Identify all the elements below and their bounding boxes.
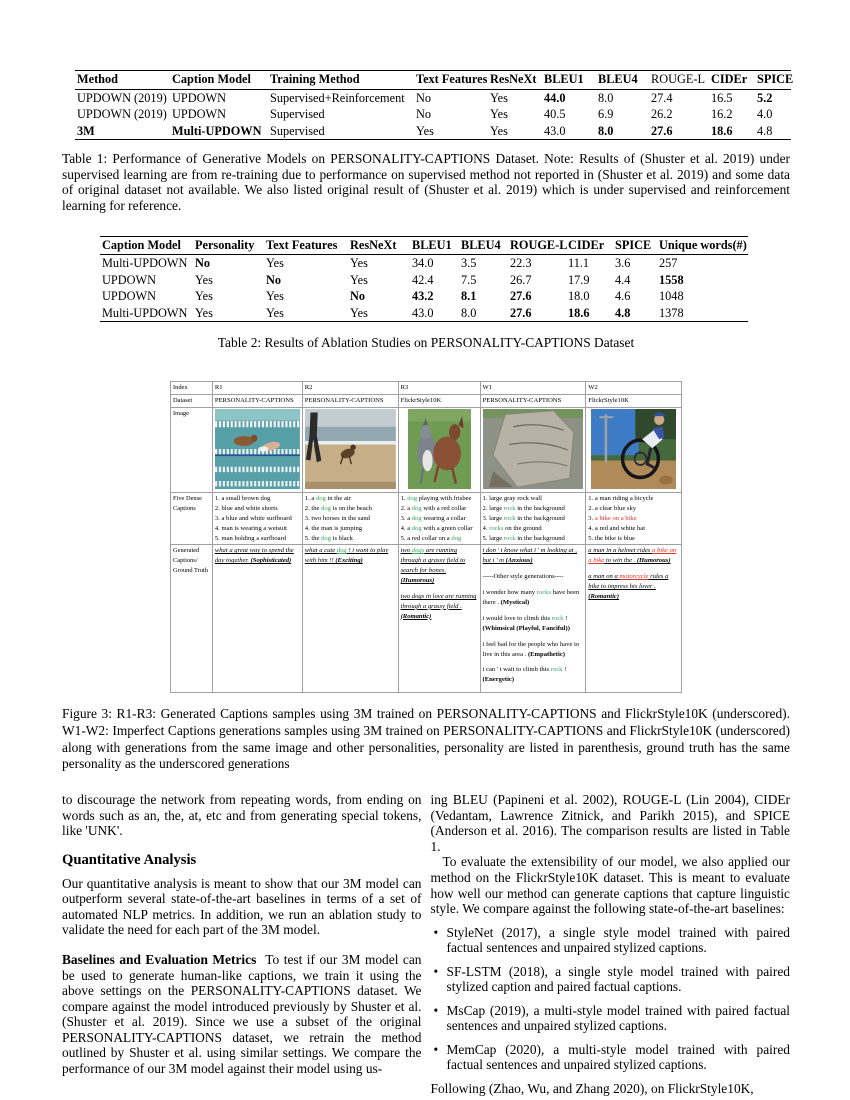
caption-segment: 4. (482, 524, 490, 532)
table-cell: 1378 (659, 305, 684, 320)
caption-segment: (Energetic) (482, 676, 515, 684)
caption-segment: is black (330, 534, 353, 542)
dog-swimming-pool-image (215, 409, 300, 489)
caption-segment: i wonder how many (482, 589, 537, 597)
paragraph: Following (Zhao, Wu, and Zhang 2020), on FlickrStyle10K, (430, 1080, 754, 1096)
paragraph: to discourage the network from repeating words, from ending on words such as an, the, at, etc and from generating special tokens, like 'UNK'. (62, 792, 422, 839)
generated-captions-r2 (302, 545, 398, 693)
list-item (434, 964, 791, 995)
table-cell: UPDOWN (172, 90, 226, 105)
table1-column-header: BLEU4 (596, 71, 649, 90)
article-body (62, 792, 790, 1096)
table-cell: 8.0 (598, 123, 614, 138)
caption-segment: ! i want to play with him !! (304, 547, 389, 565)
generated-caption (215, 546, 300, 566)
table2-column-header: BLEU4 (459, 236, 508, 255)
generated-caption (401, 592, 478, 622)
table2-column-header: Text Features (264, 236, 348, 255)
table-row (100, 305, 748, 322)
table-cell: No (266, 272, 282, 287)
figure-image-w2-cell (586, 407, 682, 492)
generated-caption (483, 572, 584, 582)
table-cell: UPDOWN (102, 289, 156, 304)
table-cell: Yes (195, 305, 213, 320)
table2-caption: Table 2: Results of Ablation Studies on PERSONALITY-CAPTIONS Dataset (217, 335, 635, 351)
figure-dataset-cell: PERSONALITY-CAPTIONS (302, 395, 398, 408)
figure-image-r2-cell (302, 407, 398, 492)
table-cell: 22.3 (510, 256, 532, 271)
table-row (100, 255, 748, 272)
figure3-caption: Figure 3: R1-R3: Generated Captions samples using 3M trained on PERSONALITY-CAPTIONS and FlickrStyle10K (underscored). W1-W2: Imperfect Captions generations samples using 3M trained on PERSONALITY-CAPTIONS and FlickrStyle10K (underscored) along with generations from the same image and other personalities, personality are listed in parenthesis, ground truth has the same personality as the underscored generations (62, 706, 790, 772)
dense-caption-line (401, 534, 478, 544)
table2-column-header: Personality (193, 236, 264, 255)
generated-captions-w2 (586, 545, 682, 693)
dense-caption-line (215, 524, 300, 534)
table-cell: Yes (266, 289, 284, 304)
caption-segment: (Exciting) (335, 557, 363, 565)
table-cell: 257 (659, 256, 678, 271)
table-cell: 18.6 (711, 123, 733, 138)
figure-index-cell: W2 (586, 382, 682, 395)
caption-segment: rock (550, 666, 563, 674)
dense-captions-r1 (212, 492, 302, 544)
table1-column-header: Method (75, 71, 170, 90)
dense-caption-line (215, 514, 300, 524)
table-cell: 44.0 (544, 90, 566, 105)
paragraph-text: To test if our 3M model can be used to generate human-like captions, we train it using the above settings on the PERSONALITY-CAPTIONS dataset. We compare against the model introduced previously by Shuster et al. (Shuster et al. 2019). Since we use a subset of the original PERSONALITY-CAPTIONS dataset, we retrain the method outlined by Shuster et al. using similar settings. We compare the performance of our 3M model against their model using us- (62, 951, 422, 1076)
dense-caption-line (588, 514, 679, 524)
table-cell: 42.4 (412, 272, 434, 287)
caption-segment: (Empathetic) (527, 650, 565, 658)
table-cell: Yes (195, 289, 213, 304)
figure3 (170, 381, 682, 693)
table-cell: 40.5 (544, 107, 566, 121)
table-cell: Yes (490, 107, 508, 121)
table-cell: Yes (266, 305, 284, 320)
table1-column-header: SPICE (755, 71, 791, 90)
figure-dense-captions-row (171, 492, 682, 544)
table1-column-header: ROUGE-L (649, 71, 709, 90)
dense-caption-line (305, 514, 396, 524)
caption-segment: 5. man holding a surfboard (214, 534, 287, 542)
caption-segment: i can ' t wait to climb this (482, 666, 551, 674)
caption-segment: in the background (515, 534, 565, 542)
bullet-text: StyleNet (2017), a single style model trained with paired factual sentences and unpaired stylized captions. (446, 924, 790, 956)
table-cell: 27.6 (651, 123, 673, 138)
caption-segment: two dogs in love are running through a grassy field . (400, 592, 477, 610)
dense-caption-line (588, 524, 679, 534)
man-riding-bicycle-image (591, 409, 676, 489)
dense-caption-line (483, 504, 584, 514)
dense-caption-line (305, 534, 396, 544)
caption-segment: 3. two horses in the sand (304, 514, 370, 522)
bullet-text: SF-LSTM (2018), a single style model trained with paired stylized caption and paired factual captions. (446, 963, 790, 995)
caption-segment: playing with frisbee (417, 494, 472, 502)
table2-header-row (100, 236, 748, 255)
figure-row-label: Image (171, 407, 213, 492)
caption-segment: dogs (411, 547, 425, 555)
caption-segment: 1. large gray rock wall (482, 494, 542, 502)
caption-segment: 5. the (304, 534, 322, 542)
right-column (431, 792, 791, 1096)
table2-column-header: Caption Model (100, 236, 193, 255)
caption-segment: a bike on a bike (588, 547, 677, 565)
figure-index-cell: R3 (398, 382, 480, 395)
caption-segment: 1. a small brown dog (214, 494, 271, 502)
caption-segment: 5. the bike is blue (588, 534, 635, 542)
figure-index-cell: W1 (480, 382, 586, 395)
table-cell: UPDOWN (2019) (77, 90, 167, 105)
table-cell: 16.5 (711, 90, 733, 105)
section-heading: Quantitative Analysis (62, 851, 197, 868)
dense-caption-line (483, 524, 584, 534)
table2-column-header: CIDEr (566, 236, 613, 255)
table1-column-header: BLEU1 (542, 71, 596, 90)
table-cell: 8.0 (461, 305, 477, 320)
caption-segment: dog (336, 547, 347, 555)
caption-segment: a bike on a bike (594, 514, 637, 522)
caption-segment: is on the beach (330, 504, 372, 512)
table-cell: 4.8 (615, 305, 631, 320)
table-cell: 8.1 (461, 289, 477, 304)
dense-captions-w2 (586, 492, 682, 544)
dense-caption-line (483, 514, 584, 524)
table-cell: Multi-UPDOWN (102, 256, 188, 271)
figure-row-label: Five Dense Captions (171, 492, 213, 544)
caption-segment: a man in a helmet rides (588, 547, 653, 555)
caption-segment: (Romantic) (588, 592, 620, 600)
caption-segment: 3. large (482, 514, 504, 522)
dense-caption-line (215, 534, 300, 544)
table-cell: 3.5 (461, 256, 477, 271)
bullet-text: MsCap (2019), a multi-style model trained with paired factual sentences and unpaired stylized captions. (446, 1002, 790, 1034)
caption-segment: (Anxious) (505, 557, 533, 565)
dog-on-beach-image (305, 409, 396, 489)
figure-index-row (171, 382, 682, 395)
table-cell: Yes (195, 272, 213, 287)
bullet-marker: • (433, 1002, 439, 1018)
table-cell: No (350, 289, 366, 304)
caption-segment: dog (411, 504, 422, 512)
caption-segment: rock (503, 504, 516, 512)
table-cell: 27.6 (510, 305, 532, 320)
table-cell: Yes (490, 123, 508, 138)
figure-index-cell: R2 (302, 382, 398, 395)
table-cell: 16.2 (711, 107, 733, 121)
dense-caption-line (305, 504, 396, 514)
table1-column-header: Text Features (414, 71, 488, 90)
table-cell: 43.2 (412, 289, 434, 304)
table-cell: UPDOWN (172, 107, 226, 121)
table2-column-header: BLEU1 (410, 236, 459, 255)
caption-segment: (Whimsical (Playful, Fanciful)) (482, 624, 570, 632)
table1-column-header: ResNeXt (488, 71, 542, 90)
dense-caption-line (401, 514, 478, 524)
table-cell: Yes (350, 256, 368, 271)
figure-generated-row (171, 545, 682, 693)
dense-caption-line (588, 504, 679, 514)
table2-column-header: Unique words(#) (657, 236, 748, 255)
caption-segment: rocks (536, 589, 552, 597)
caption-segment: 1. (400, 494, 408, 502)
table-cell: 3M (77, 123, 95, 138)
caption-segment: dog (315, 494, 326, 502)
caption-segment: 2. large (482, 504, 504, 512)
dense-caption-line (305, 494, 396, 504)
generated-captions-r1 (212, 545, 302, 693)
caption-segment: dog (411, 524, 422, 532)
caption-segment: on the ground (503, 524, 542, 532)
table-cell: 26.7 (510, 272, 532, 287)
caption-segment: 4. man is wearing a wetsuit (214, 524, 288, 532)
caption-segment: 2. blue and white shorts (214, 504, 278, 512)
table-cell: UPDOWN (2019) (77, 107, 167, 121)
list-item (434, 925, 791, 956)
caption-segment: two (400, 547, 412, 555)
figure-row-label: Generated Captions/ Ground Truth (171, 545, 213, 693)
caption-segment: motorcycle (619, 573, 649, 581)
table-cell: 17.9 (568, 272, 590, 287)
caption-segment: 2. a clear blue sky (588, 504, 637, 512)
list-item (434, 1003, 791, 1034)
table-cell: 4.4 (615, 272, 631, 287)
caption-segment: -----Other style generations---- (482, 573, 564, 581)
table-cell: No (416, 107, 432, 121)
caption-segment: dog (451, 534, 462, 542)
dense-caption-line (588, 534, 679, 544)
table-cell: Supervised (270, 107, 325, 121)
figure-dataset-row (171, 395, 682, 408)
dense-caption-line (215, 504, 300, 514)
figure-dataset-cell: PERSONALITY-CAPTIONS (480, 395, 586, 408)
dense-caption-line (401, 524, 478, 534)
table1-caption: Table 1: Performance of Generative Models on PERSONALITY-CAPTIONS Dataset. Note: Results of (Shuster et al. 2019) under supervised learning are from re-training due to performance on supervised method not reported in (Shuster et al. 2019) and some data of original dataset not available. We also listed original result of (Shuster et al. 2019) which is under supervised and reinforcement learning for reference. (62, 151, 790, 214)
paragraph: Our quantitative analysis is meant to show that our 3M model can outperform several state-of-the-art baselines in terms of a set of automated NLP metrics. In addition, we run an ablation study to validate the need for each part of the 3M model. (62, 875, 422, 938)
table2-column-header: ROUGE-L (508, 236, 566, 255)
caption-segment: 1. a man riding a bicycle (588, 494, 654, 502)
table-cell: 5.2 (757, 90, 773, 105)
caption-segment: i don ' t know what i ' m looking at , but i ' m (482, 547, 577, 565)
table-cell: 4.0 (757, 107, 773, 121)
table-cell: Yes (490, 90, 508, 105)
two-dogs-grass-image (408, 409, 471, 489)
dense-caption-line (588, 494, 679, 504)
list-item (434, 1042, 791, 1073)
caption-segment: (Sophisticated) (250, 557, 292, 565)
caption-segment: ! (563, 614, 568, 622)
caption-segment: in the background (515, 504, 565, 512)
figure-dataset-cell: PERSONALITY-CAPTIONS (212, 395, 302, 408)
bullet-marker: • (433, 963, 439, 979)
table-cell: 4.8 (757, 123, 773, 138)
dense-caption-line (483, 494, 584, 504)
table-row (75, 123, 791, 140)
caption-segment: (Humorous) (400, 577, 435, 585)
figure-image-w1-cell (480, 407, 586, 492)
table-row (100, 288, 748, 305)
bullet-marker: • (433, 1041, 439, 1057)
table-cell: Yes (350, 305, 368, 320)
caption-segment: ! (562, 666, 567, 674)
caption-segment: dog (321, 534, 331, 542)
table-cell: 26.2 (651, 107, 673, 121)
table-cell: 34.0 (412, 256, 434, 271)
caption-segment: 3. a (400, 514, 412, 522)
table-cell: 18.0 (568, 289, 590, 304)
caption-segment: are running through a grassy field to search for bones. (400, 547, 466, 575)
caption-segment: (Humorous) (636, 557, 671, 565)
table-cell: 43.0 (544, 123, 566, 138)
caption-segment: i would love to climb this (482, 614, 552, 622)
table-cell: Yes (416, 123, 434, 138)
caption-segment: a man on a (588, 573, 620, 581)
caption-segment: 4. a red and white hat (588, 524, 646, 532)
caption-segment: 1. a (304, 494, 316, 502)
table-row (75, 106, 791, 123)
table-row (75, 89, 791, 106)
generated-caption (483, 546, 584, 566)
caption-segment: rock (503, 514, 516, 522)
left-column (62, 792, 422, 1096)
table-cell: Supervised (270, 123, 325, 138)
figure-row-label: Dataset (171, 395, 213, 408)
table-cell: Multi-UPDOWN (102, 305, 188, 320)
caption-segment: 4. a (400, 524, 412, 532)
table-cell: UPDOWN (102, 272, 156, 287)
table-cell: 8.0 (598, 90, 614, 105)
caption-segment: 3. a blue and white surfboard (214, 514, 292, 522)
figure-row-label: Index (171, 382, 213, 395)
dense-captions-r3 (398, 492, 480, 544)
caption-segment: 3. (588, 514, 595, 522)
caption-segment: 4. the man is jumping (304, 524, 363, 532)
table-cell: 43.0 (412, 305, 434, 320)
table-cell: Yes (350, 272, 368, 287)
caption-segment: have been there . (482, 589, 580, 606)
table1-column-header: CIDEr (709, 71, 755, 90)
table-cell: 27.6 (510, 289, 532, 304)
table-cell: No (416, 90, 432, 105)
table-cell: 1048 (659, 289, 684, 304)
table-cell: 27.4 (651, 90, 673, 105)
figure3-table (170, 381, 682, 693)
dense-caption-line (483, 534, 584, 544)
bullet-text: MemCap (2020), a multi-style model trained with paired factual sentences and unpaired stylized captions. (446, 1041, 790, 1073)
caption-segment: 5. large (482, 534, 504, 542)
figure-image-r1-cell (212, 407, 302, 492)
caption-segment: (Mystical) (500, 598, 530, 606)
caption-segment: dog (321, 504, 331, 512)
dense-caption-line (401, 494, 478, 504)
large-grey-rock-image (483, 409, 584, 489)
generated-caption (483, 588, 584, 608)
generated-captions-w1 (480, 545, 586, 693)
table-cell: Multi-UPDOWN (172, 123, 262, 138)
dense-caption-line (401, 504, 478, 514)
paragraph-lead: Baselines and Evaluation Metrics (62, 951, 257, 967)
table-cell: Supervised+Reinforcement (270, 90, 405, 105)
dense-captions-w1 (480, 492, 586, 544)
table-cell: 6.9 (598, 107, 614, 121)
caption-segment: 2. a (400, 504, 412, 512)
caption-segment: (Romantic) (400, 612, 432, 620)
figure-dataset-cell: FlickrStyle10K (398, 395, 480, 408)
caption-segment: what a great way to spend the day together. (214, 547, 294, 565)
generated-caption (588, 546, 679, 566)
table-cell: 4.6 (615, 289, 631, 304)
generated-caption (588, 572, 679, 602)
caption-segment: in the air (325, 494, 351, 502)
caption-segment: dog (407, 494, 418, 502)
caption-segment: rides a bike to impress his lover . (588, 573, 669, 591)
caption-segment: in the background (515, 514, 565, 522)
caption-segment: rock (551, 614, 564, 622)
table-cell: 1558 (659, 272, 684, 287)
caption-segment: to win the . (604, 557, 637, 565)
caption-segment: with a green collar (421, 524, 473, 532)
caption-segment: 2. the (304, 504, 322, 512)
figure-index-cell: R1 (212, 382, 302, 395)
figure-dataset-cell: FlickrStyle10K (586, 395, 682, 408)
generated-caption (483, 640, 584, 660)
table-row (100, 272, 748, 289)
table-cell: 18.6 (568, 305, 590, 320)
caption-segment: what a cute (304, 547, 337, 555)
table1-performance (75, 70, 794, 140)
caption-segment: rock (503, 534, 516, 542)
caption-segment: i feel bad for the people who have to live in this area . (482, 640, 580, 658)
generated-caption (305, 546, 396, 566)
caption-segment: wearing a collar (421, 514, 466, 522)
figure-image-row (171, 407, 682, 492)
caption-segment: with a red collar (421, 504, 467, 512)
caption-segment: rocks (489, 524, 504, 532)
table2-column-header: SPICE (613, 236, 657, 255)
bullet-marker: • (433, 924, 439, 940)
caption-segment: dog (411, 514, 422, 522)
table2-ablation (100, 236, 748, 323)
generated-caption (483, 614, 584, 634)
paragraph: ing BLEU (Papineni et al. 2002), ROUGE-L (Lin 2004), CIDEr (Vedantam, Lawrence Zitnick, and Parikh 2015), and SPICE (Anderson et al. 2016). The comparison results are listed in Table 1. (430, 792, 790, 854)
table-cell: 7.5 (461, 272, 477, 287)
table-cell: No (195, 256, 211, 271)
dense-captions-r2 (302, 492, 398, 544)
paragraph (62, 952, 422, 1076)
table1-column-header: Caption Model (170, 71, 268, 90)
paragraph: To evaluate the extensibility of our model, we also applied our method on the FlickrStyle10K dataset. This is meant to evaluate how well our method can generate captions that capture linguistic style. We compare against the following state-of-the-art baselines: (430, 854, 790, 917)
table-cell: 11.1 (568, 256, 590, 271)
table2-column-header: ResNeXt (348, 236, 410, 255)
table-cell: 3.6 (615, 256, 631, 271)
generated-caption (483, 665, 584, 685)
dense-caption-line (215, 494, 300, 504)
generated-caption (401, 546, 478, 586)
generated-captions-r3 (398, 545, 480, 693)
figure-image-r3-cell (398, 407, 480, 492)
table1-header-row (75, 71, 791, 90)
table1-column-header: Training Method (268, 71, 414, 90)
table-cell: Yes (266, 256, 284, 271)
dense-caption-line (305, 524, 396, 534)
caption-segment: 5. a red collar on a (400, 534, 452, 542)
